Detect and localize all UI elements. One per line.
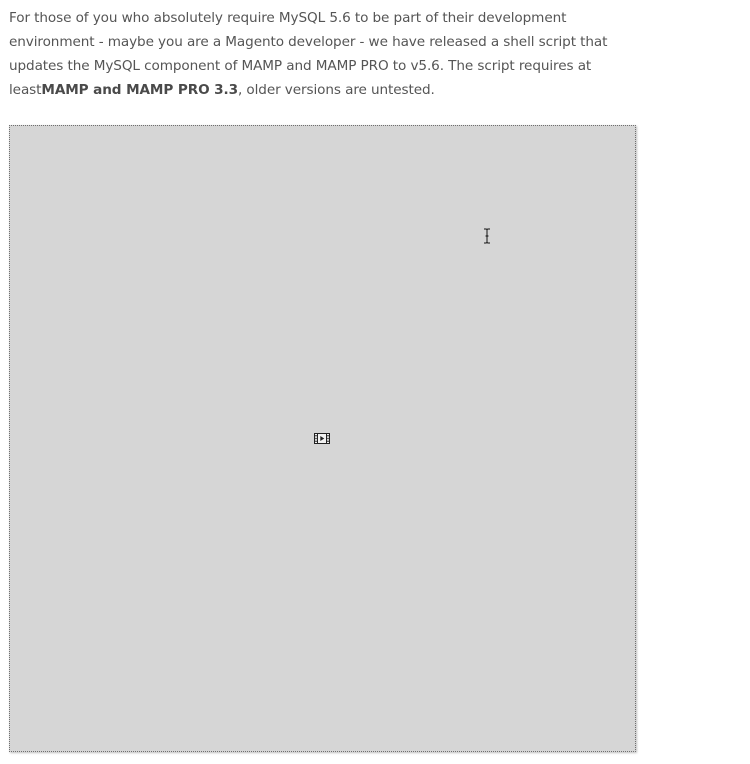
paragraph-text-end: , older versions are untested. xyxy=(237,82,435,98)
mamp-version-bold: MAMP and MAMP PRO 3.3 xyxy=(41,82,238,98)
paragraph-text: For those of you who absolutely require MySQL 5.6 to be part of their development environment - maybe you are a Magento developer - we have released a shell script that updates the MySQL component of MAMP and MAMP PRO to v5.6. The script requires at least xyxy=(9,10,608,98)
film-plugin-icon[interactable] xyxy=(314,433,330,444)
article-paragraph xyxy=(9,6,649,102)
video-embed-placeholder[interactable] xyxy=(9,125,636,752)
